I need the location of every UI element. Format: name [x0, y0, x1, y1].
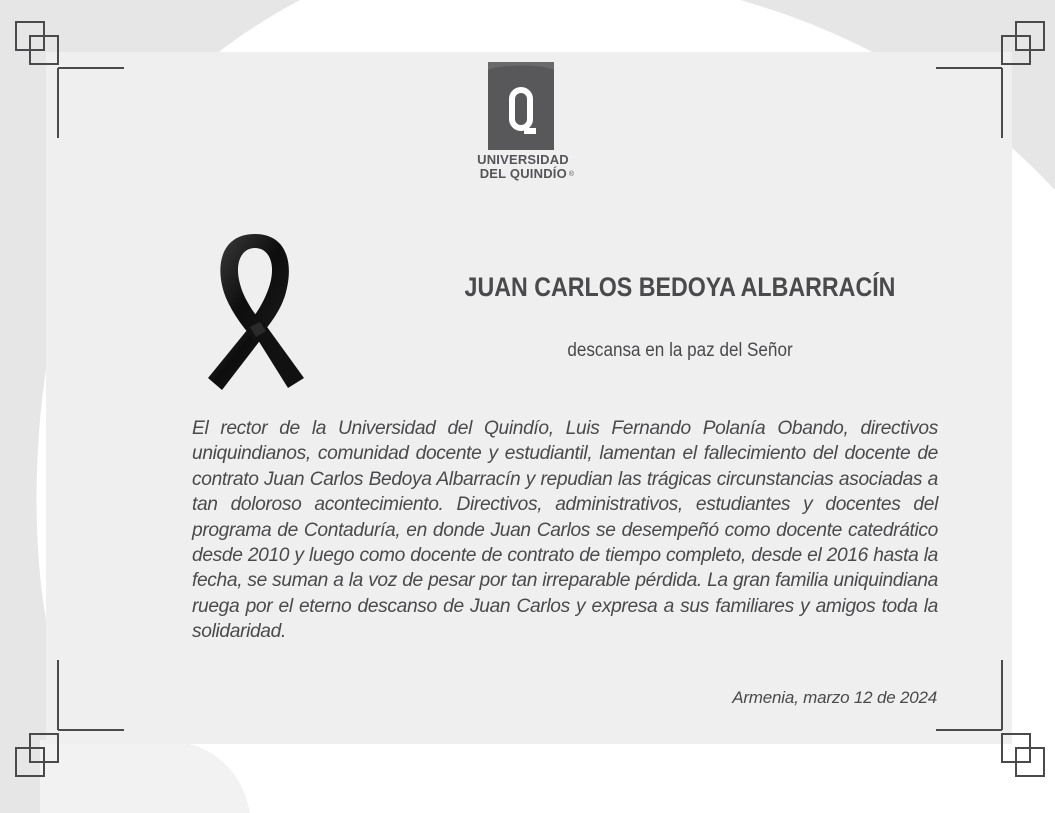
logo-wordmark-line1: UNIVERSIDAD	[477, 152, 569, 167]
corner-ornament-icon	[918, 14, 1048, 144]
logo-wordmark-line2	[472, 167, 582, 182]
rest-in-peace-subtitle: descansa en la paz del Señor	[567, 340, 793, 361]
mourning-ribbon-icon	[200, 228, 310, 394]
university-logo	[468, 60, 588, 190]
deceased-name: JUAN CARLOS BEDOYA ALBARRACÍN	[464, 272, 896, 302]
place-and-date: Armenia, marzo 12 de 2024	[732, 688, 937, 707]
corner-ornament-icon	[918, 654, 1048, 784]
registered-mark: ®	[568, 170, 575, 178]
corner-ornament-icon	[12, 14, 142, 144]
condolence-message: El rector de la Universidad del Quindío, Luis Fernando Polanía Obando, directivos uniquindianos, comunidad docente y estudiantil, lamentan el fallecimiento del docente de contrato Juan Carlos Bedoya Albarracín y repudian las trágicas circunstancias asociadas a tan doloroso acontecimiento. Directivos, administrativos, estudiantes y docentes del programa de Contaduría, en donde Juan Carlos se desempeñó como docente catedrático desde 2010 y luego como docente de contrato de tiempo completo, desde el 2016 hasta la fecha, se suman a la voz de pesar por tan irreparable pérdida. La gran familia uniquindiana ruega por el eterno descanso de Juan Carlos y expresa a sus familiares y amigos toda la solidaridad.	[192, 418, 938, 643]
university-logo-icon	[488, 62, 554, 150]
logo-wordmark-line2-text: DEL QUINDÍO	[479, 166, 567, 181]
corner-ornament-icon	[12, 654, 142, 784]
